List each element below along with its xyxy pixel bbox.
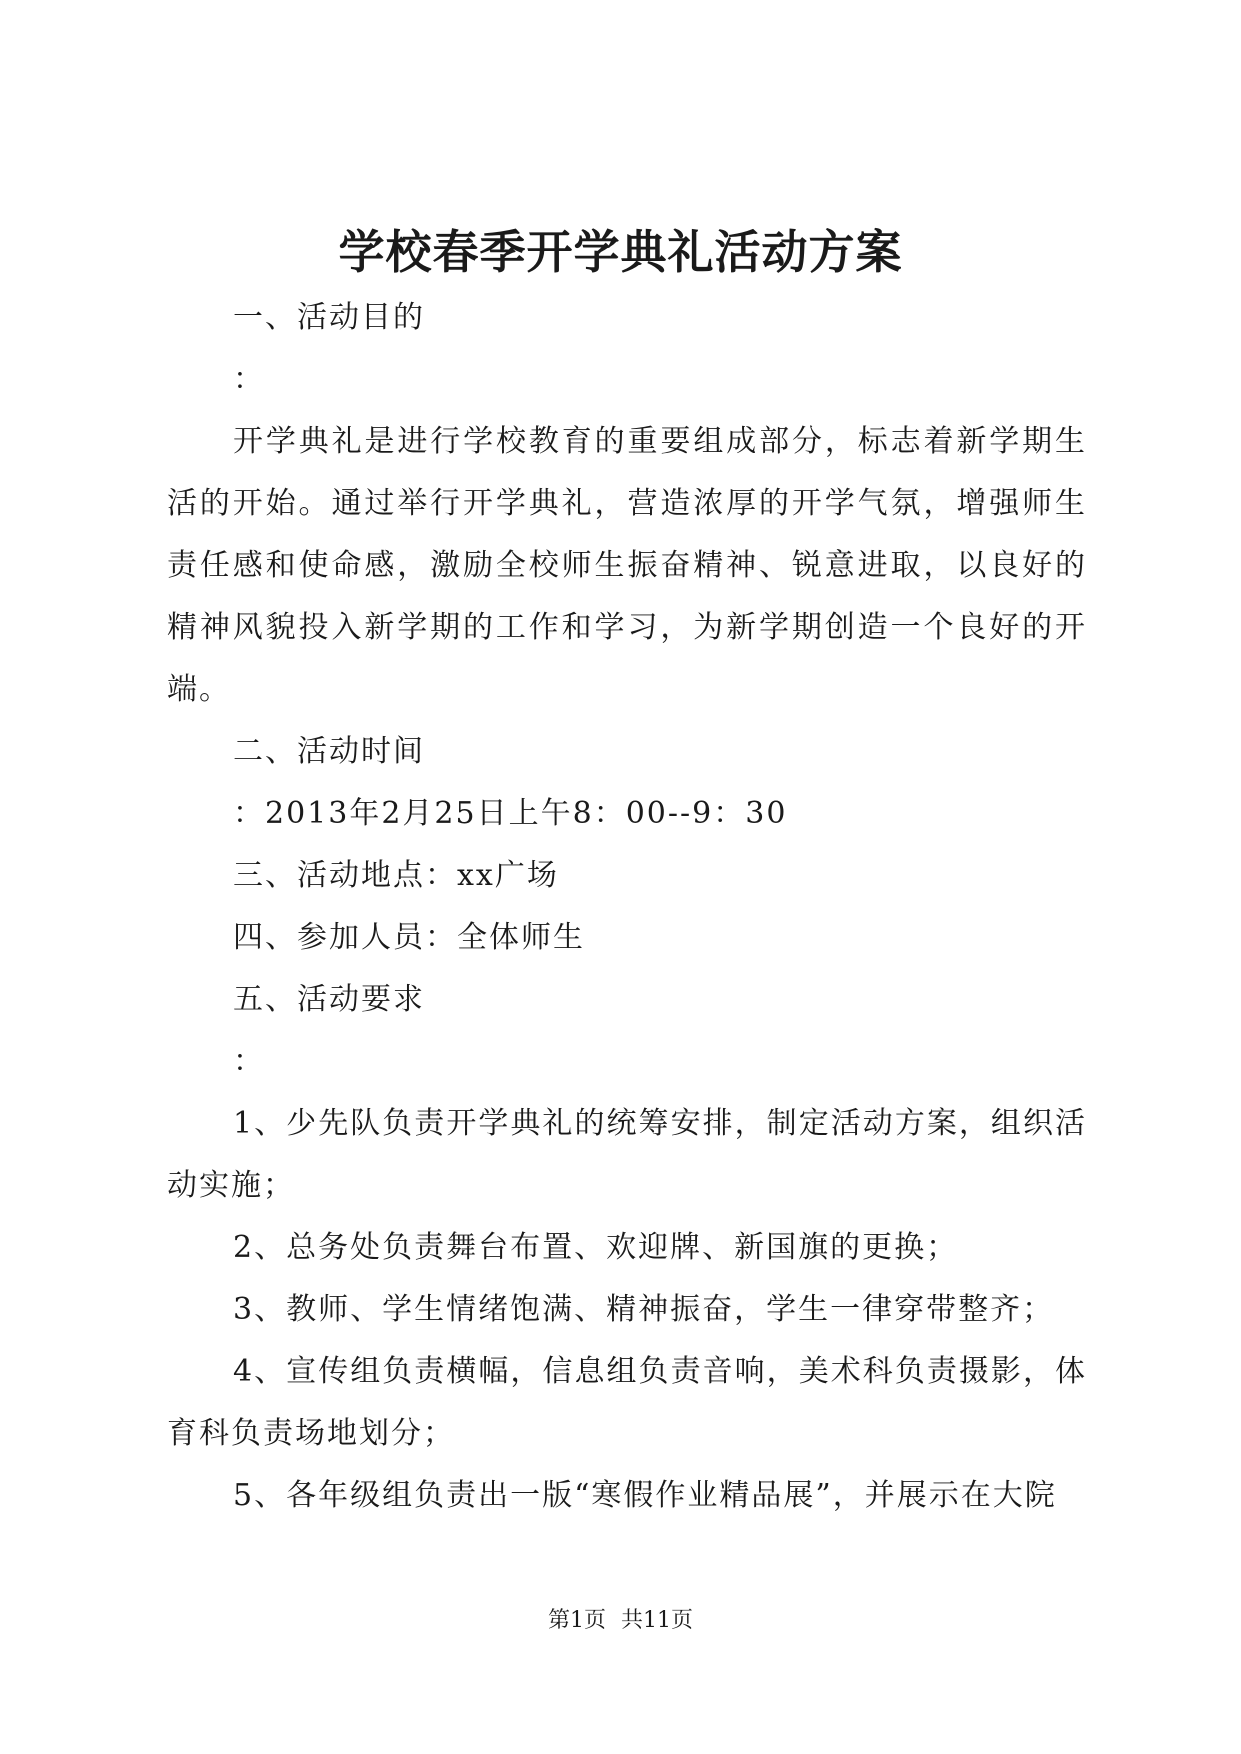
document-title: 学校春季开学典礼活动方案: [338, 225, 903, 279]
section-participants: 四、参加人员：全体师生: [233, 920, 585, 955]
section-location: 三、活动地点：xx广场: [233, 858, 559, 893]
document-body: [167, 287, 1087, 1527]
page-footer: [0, 1606, 1241, 1636]
requirement-item: 4、宣传组负责横幅，信息组负责音响，美术科负责摄影，体育科负责场地划分；: [167, 1354, 1087, 1451]
section-heading-requirements: 五、活动要求: [233, 982, 425, 1017]
page-number: 第1页: [548, 1608, 606, 1633]
paragraph-purpose-text: 开学典礼是进行学校教育的重要组成部分，标志着新学期生活的开始。通过举行开学典礼，营造浓厚的开学气氛，增强师生责任感和使命感，激励全校师生振奋精神、锐意进取，以良好的精神风貌投入新学期的工作和学习，为新学期创造一个良好的开端。: [167, 424, 1087, 707]
requirement-item: 3、教师、学生情绪饱满、精神振奋，学生一律穿带整齐；: [233, 1292, 1055, 1327]
paragraph-colon: ：: [233, 362, 265, 397]
paragraph-time-text: ：2013年2月25日上午8：00--9：30: [233, 796, 788, 831]
requirement-item: 2、总务处负责舞台布置、欢迎牌、新国旗的更换；: [233, 1230, 959, 1265]
page-total: 共11页: [621, 1608, 693, 1633]
section-heading-time: 二、活动时间: [233, 734, 425, 769]
section-heading-purpose: 一、活动目的: [233, 300, 425, 335]
paragraph-colon: ：: [233, 1044, 265, 1079]
requirement-item: 5、各年级组负责出一版“寒假作业精品展”，并展示在大院: [233, 1478, 1057, 1513]
requirement-item: 1、少先队负责开学典礼的统筹安排，制定活动方案，组织活动实施；: [167, 1106, 1087, 1203]
